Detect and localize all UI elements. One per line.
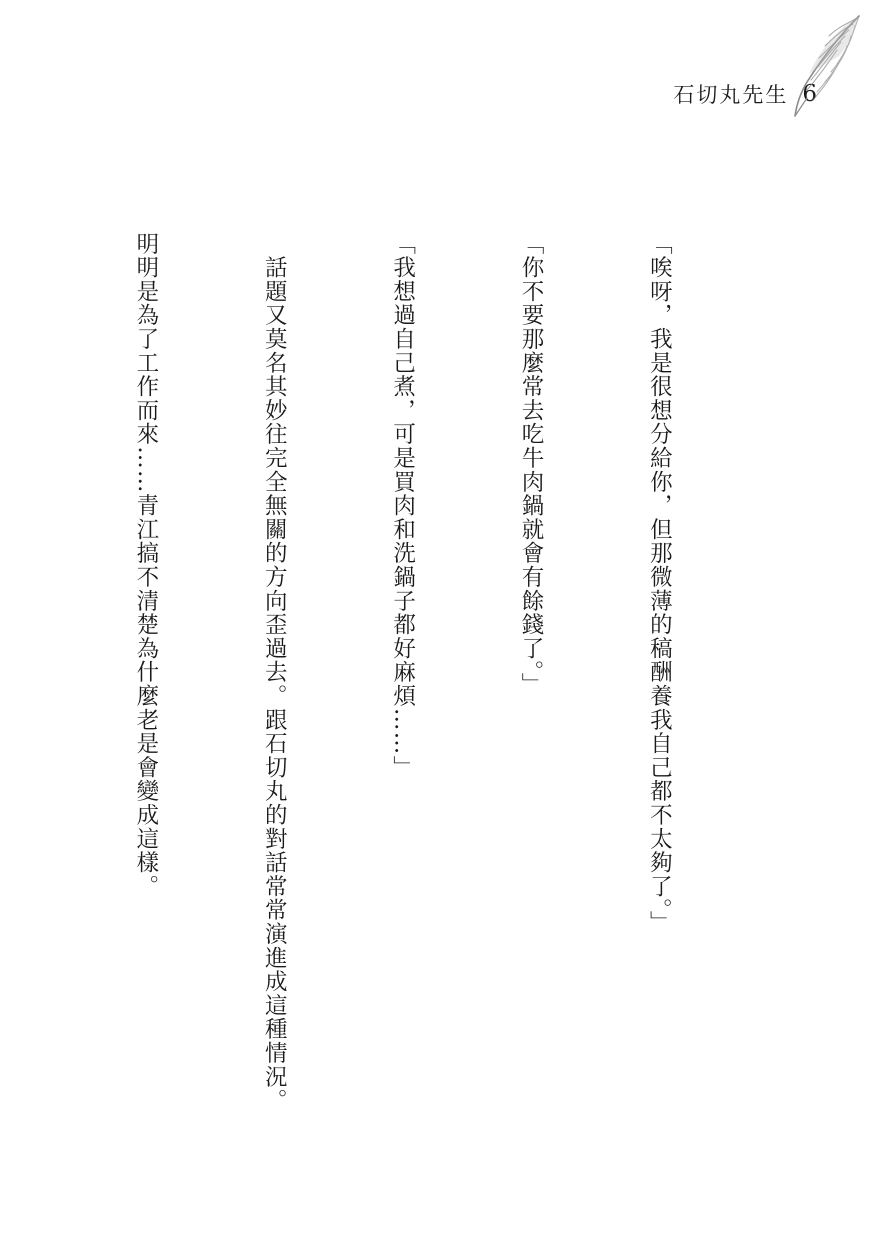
dialogue-line: 「唉呀，我是很想分給你，但那微薄的稿酬養我自己都不太夠了。」 xyxy=(646,232,673,935)
paragraph-line: 明明是為了工作而來……青江搞不清楚為什麼老是會變成這樣。 xyxy=(132,232,159,899)
paragraph-gap xyxy=(0,232,38,1192)
paragraph-line: 話題又莫名其妙往完全無關的方向歪過去。跟石切丸的對話常常演進成這種情況。 xyxy=(261,232,288,1113)
page-number: 6 xyxy=(802,81,817,107)
dialogue-line: 「我想過自己煮，可是買肉和洗鍋子都好麻煩……」 xyxy=(389,232,416,780)
book-title: 石切丸先生 xyxy=(673,83,789,107)
feather-icon xyxy=(755,12,867,122)
dialogue-line: 「你不要那麼常去吃牛肉鍋就會有餘錢了。」 xyxy=(518,232,545,697)
body-text xyxy=(0,232,766,1192)
